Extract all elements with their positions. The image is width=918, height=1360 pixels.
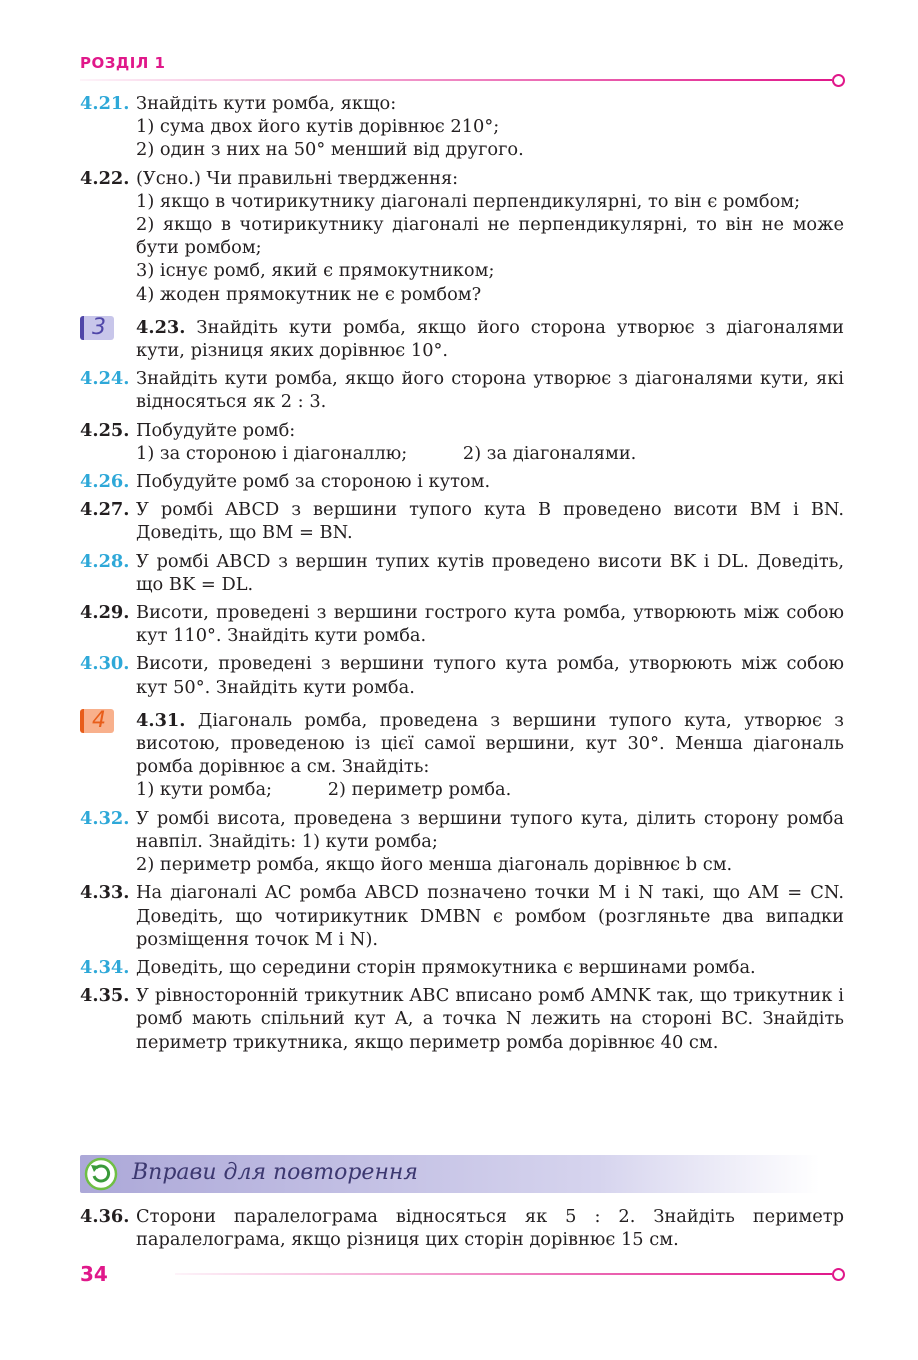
- exercise-text: У ромбі ABCD з вершини тупого кута B проведено висоти BM і BN. Доведіть, що BM = BN.: [136, 499, 844, 544]
- exercise-number: 4.31.: [136, 709, 186, 731]
- review-title: Вправи для повторення: [132, 1160, 418, 1185]
- exercise-number: 4.33.: [80, 882, 130, 904]
- section-label: РОЗДІЛ 1: [80, 54, 166, 72]
- exercise-text: У рівносторонній трикутник ABC вписано ромб AMNK так, що трикутник і ромб мають спільний кут A, а точка N лежить на стороні BC. Знайдіть периметр трикутника, якщо периметр ромба дорівнює 40 см.: [136, 985, 844, 1053]
- exercise-line: 2) якщо в чотирикутнику діагоналі не перпендикулярні, то він не може бути ромбом;: [136, 214, 844, 259]
- exercise-4-21: [80, 92, 844, 162]
- exercise-text: Діагональ ромба, проведена з вершини тупого кута, утворює з висотою, проведеною із цієї самої вершини, кут 30°. Менша діагональ ромба дорівнює a см. Знайдіть:: [136, 709, 845, 778]
- exercise-text: Побудуйте ромб за стороною і кутом.: [136, 471, 491, 493]
- exercise-number: 4.35.: [80, 985, 130, 1007]
- review-exercises: [80, 1205, 844, 1256]
- exercise-4-23: [80, 316, 844, 362]
- repeat-icon: [84, 1157, 118, 1191]
- exercise-text: Доведіть, що середини сторін прямокутника є вершинами ромба.: [136, 956, 756, 978]
- exercise-4-36: [80, 1205, 844, 1251]
- exercise-number: 4.27.: [80, 499, 130, 521]
- review-section-header: [80, 1155, 820, 1193]
- exercise-4-31: [80, 709, 844, 802]
- exercise-number: 4.28.: [80, 550, 130, 572]
- exercise-list: [80, 92, 844, 1059]
- exercise-option: 2) за діагоналями.: [462, 442, 637, 464]
- exercise-number: 4.22.: [80, 167, 130, 189]
- exercise-option: 2) периметр ромба.: [327, 779, 512, 801]
- exercise-option: 1) кути ромба;: [136, 779, 273, 801]
- exercise-number: 4.21.: [80, 93, 130, 114]
- exercise-text: Висоти, проведені з вершини тупого кута ромба, утворюють між собою кут 50°. Знайдіть кути ромба.: [136, 653, 844, 698]
- exercise-line: 1) якщо в чотирикутнику діагоналі перпендикулярні, то він є ромбом;: [136, 190, 801, 212]
- page-number: 34: [80, 1262, 108, 1286]
- exercise-text: Сторони паралелограма відносяться як 5 : 2. Знайдіть периметр паралелограма, якщо різниця цих сторін дорівнює 15 см.: [136, 1206, 844, 1251]
- exercise-text: У ромбі ABCD з вершин тупих кутів проведено висоти BK і DL. Доведіть, що BK = DL.: [136, 550, 844, 595]
- exercise-4-24: [80, 367, 844, 413]
- exercise-line: 2) один з них на 50° менший від другого.: [136, 139, 524, 161]
- exercise-4-33: [80, 881, 844, 951]
- header-rule: [80, 79, 832, 81]
- exercise-4-27: [80, 498, 844, 544]
- level-4-badge: 4: [80, 709, 114, 733]
- exercise-text: Висоти, проведені з вершини гострого кута ромба, утворюють між собою кут 110°. Знайдіть кути ромба.: [136, 602, 844, 647]
- exercise-4-22: [80, 167, 844, 306]
- exercise-text: Знайдіть кути ромба, якщо його сторона утворює з діагоналями кути, різниця яких дорівнює 10°.: [136, 316, 844, 362]
- exercise-number: 4.25.: [80, 419, 130, 441]
- exercise-4-25: [80, 419, 844, 465]
- exercise-number: 4.23.: [136, 316, 186, 338]
- exercise-4-34: [80, 956, 844, 979]
- exercise-line: 2) периметр ромба, якщо його менша діагональ дорівнює b см.: [136, 854, 733, 876]
- exercise-text: У ромбі висота, проведена з вершини тупого кута, ділить сторону ромба навпіл. Знайдіть: 1) кути ромба;: [136, 807, 844, 852]
- exercise-4-29: [80, 601, 844, 647]
- level-3-badge: 3: [80, 316, 114, 340]
- exercise-number: 4.26.: [80, 471, 130, 493]
- exercise-4-35: [80, 984, 844, 1054]
- exercise-number: 4.32.: [80, 807, 130, 829]
- exercise-line: 4) жоден прямокутник не є ромбом?: [136, 283, 482, 305]
- exercise-number: 4.29.: [80, 602, 130, 624]
- exercise-number: 4.30.: [80, 653, 130, 675]
- exercise-text: Знайдіть кути ромба, якщо його сторона утворює з діагоналями кути, які відносяться як 2 : 3.: [136, 368, 844, 413]
- exercise-line: 3) існує ромб, який є прямокутником;: [136, 260, 495, 282]
- exercise-number: 4.24.: [80, 368, 130, 390]
- exercise-number: 4.34.: [80, 956, 130, 978]
- footer-rule: [175, 1273, 832, 1275]
- exercise-text: На діагоналі AC ромба ABCD позначено точки M і N такі, що AM = CN. Доведіть, що чотирикутник DMBN є ромбом (розгляньте два випадки розміщення точок M і N).: [136, 882, 844, 950]
- exercise-option: 1) за стороною і діагоналлю;: [136, 442, 408, 464]
- exercise-line: 1) сума двох його кутів дорівнює 210°;: [136, 116, 500, 138]
- exercise-4-26: [80, 470, 844, 493]
- exercise-line: Знайдіть кути ромба, якщо:: [136, 93, 397, 114]
- footer-rule-end: [832, 1268, 845, 1281]
- exercise-4-28: [80, 550, 844, 596]
- exercise-text: Побудуйте ромб:: [136, 419, 296, 441]
- header-rule-end: [832, 74, 845, 87]
- exercise-number: 4.36.: [80, 1206, 130, 1227]
- exercise-4-30: [80, 652, 844, 698]
- exercise-line: (Усно.) Чи правильні твердження:: [136, 167, 459, 189]
- exercise-4-32: [80, 807, 844, 877]
